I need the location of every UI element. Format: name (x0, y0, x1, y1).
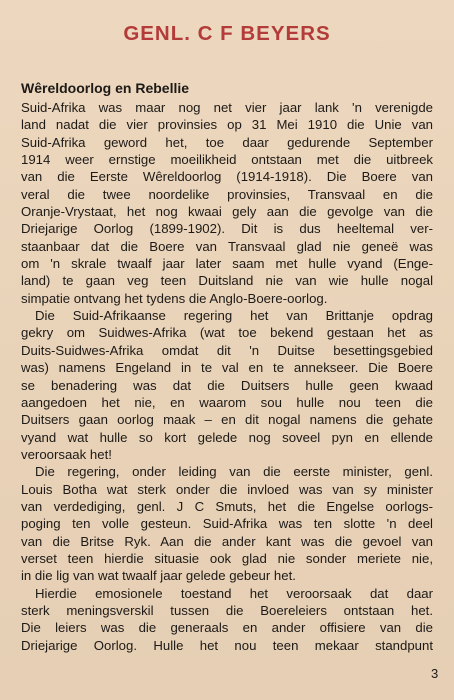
text-line: 1914 weer ernstige moeilikheid ontstaan met die uitbreek (21, 152, 433, 168)
text-line: van die Eerste Wêreldoorlog (1914-1918). Die Boere van (21, 169, 433, 185)
text-line: van verdediging, genl. J C Smuts, het die Engelse oorlogs- (21, 498, 433, 514)
text-line: veral die twee noordelike provinsies, Transvaal en die (21, 186, 433, 202)
text-line: Driejarige Oorlog (1899-1902). Dit is dus heeltemal ver- (21, 221, 433, 237)
section-heading: Wêreldoorlog en Rebellie (21, 80, 190, 96)
text-line: vyand wat hulle so kort gelede nog soveel pyn en ellende (21, 429, 433, 445)
text-line: om 'n skrale twaalf jaar later saam met hulle vyand (Enge- (21, 256, 433, 272)
page-title: GENL. C F BEYERS (123, 22, 331, 45)
text-line: staanbaar dat die Boere van Transvaal glad nie geneë was (21, 238, 433, 254)
text-line: veroorsaak het! (21, 446, 112, 462)
text-line: Hierdie emosionele toestand het veroorsaak dat daar (35, 585, 433, 601)
text-line: van die Britse Ryk. Aan die ander kant was die gevoel van (21, 533, 433, 549)
text-line: poging ten volle gesteun. Suid-Afrika was ten slotte 'n deel (21, 516, 433, 532)
text-line: sterk meningsverskil tussen die Boereleiers ontstaan het. (21, 602, 433, 618)
text-line: was) namens Engeland in te val en te annekseer. Die Boere (21, 360, 433, 376)
page-number: 3 (431, 666, 439, 681)
text-line: land nadat die vier provinsies op 31 Mei 1910 die Unie van (21, 117, 433, 133)
text-line: Suid-Afrika geword het, toe daar gedurende September (21, 134, 433, 150)
body-text (21, 99, 433, 654)
text-line: Die Suid-Afrikaanse regering het van Brittanje opdrag (35, 308, 433, 324)
text-line: Duits-Suidwes-Afrika omdat dit 'n Duitse besettingsgebied (21, 342, 433, 358)
text-line: land) te gaan veg teen Duitsland nie van wie hulle nogal (21, 273, 433, 289)
text-line: Driejarige Oorlog. Hulle het nou teen mekaar standpunt (21, 637, 433, 653)
text-line: verset teen hierdie situasie ook glad nie sonder meriete nie, (21, 550, 433, 566)
text-line: Suid-Afrika was maar nog net vier jaar lank 'n verenigde (21, 100, 433, 115)
text-line: simpatie ontvang het tydens die Anglo-Boere-oorlog. (21, 290, 328, 306)
text-line: gekry om Suidwes-Afrika (wat toe bekend gestaan het as (21, 325, 433, 341)
text-line: Oranje-Vrystaat, het nog kwaai gely aan die gevolge van die (21, 204, 433, 220)
text-line: aangedoen het nie, en waarom sou hulle nou teen die (21, 394, 433, 410)
text-line: Duitsers gaan oorlog maak – en dit nogal namens die gehate (21, 412, 433, 428)
text-line: Louis Botha wat sterk onder die invloed was van sy minister (21, 481, 433, 497)
text-line: Die regering, onder leiding van die eerste minister, genl. (35, 464, 433, 480)
text-line: se benadering was dat die Duitsers hulle geen kwaad (21, 377, 433, 393)
text-line: Die leiers was die generaals en ander offisiere van die (21, 620, 433, 636)
text-line: in die lig van wat twaalf jaar gelede gebeur het. (21, 568, 296, 584)
